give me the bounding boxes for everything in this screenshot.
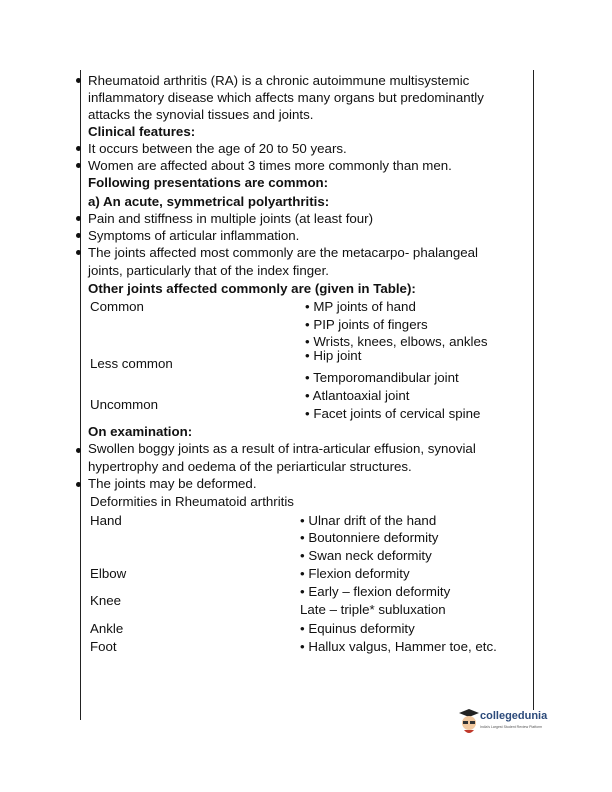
bullet-pain [76,216,81,221]
collegedunia-logo [458,708,558,738]
intro-line-1: Rheumatoid arthritis (RA) is a chronic autoimmune multisystemic [88,73,470,88]
bullet-onset [76,146,81,151]
logo-tagline: India's Largest Student Review Platform [480,725,543,729]
less-common-item: • Atlantoaxial joint [305,388,410,403]
ankle-label: Ankle [90,621,124,636]
hand-item: • Ulnar drift of the hand [300,513,437,528]
elbow-label: Elbow [90,566,127,581]
common-label: Common [90,299,144,314]
bullet-joints [76,250,81,255]
onset-text: It occurs between the age of 20 to 50 years. [88,141,347,156]
joints-line-1: The joints affected most commonly are the metacarpo- phalangeal [88,245,479,260]
intro-line-3: attacks the synovial tissues and joints. [88,107,314,122]
hand-label: Hand [90,513,122,528]
hand-item: • Swan neck deformity [300,548,432,563]
foot-item: • Hallux valgus, Hammer toe, etc. [300,639,497,654]
right-margin-line [533,70,534,710]
bullet-women [76,163,81,168]
common-item: • MP joints of hand [305,299,416,314]
swollen-line-2: hypertrophy and oedema of the periarticular structures. [88,459,412,474]
acute-heading: a) An acute, symmetrical polyarthritis: [88,194,330,209]
less-common-label: Less common [90,356,173,371]
clinical-features-heading: Clinical features: [88,124,196,139]
foot-label: Foot [90,639,117,654]
bullet-swollen [76,448,81,453]
hand-item: • Boutonniere deformity [300,530,439,545]
graduate-mascot-icon [458,708,480,736]
bullet-deformed [76,482,81,487]
swollen-line-1: Swollen boggy joints as a result of intra-articular effusion, synovial [88,441,476,456]
deformed-text: The joints may be deformed. [88,476,257,491]
deformities-title: Deformities in Rheumatoid arthritis [90,494,294,509]
symptoms-text: Symptoms of articular inflammation. [88,228,300,243]
left-margin-line [80,70,81,720]
bullet-symptoms [76,233,81,238]
common-item: • Hip joint [305,348,362,363]
common-item: • Wrists, knees, elbows, ankles [305,334,488,349]
presentations-heading: Following presentations are common: [88,175,329,190]
ankle-item: • Equinus deformity [300,621,415,636]
knee-item: • Early – flexion deformity [300,584,451,599]
pain-text: Pain and stiffness in multiple joints (at least four) [88,211,374,226]
joints-line-2: joints, particularly that of the index finger. [88,263,329,278]
women-text: Women are affected about 3 times more commonly than men. [88,158,452,173]
other-joints-heading: Other joints affected commonly are (given in Table): [88,281,416,296]
knee-item: Late – triple* subluxation [300,602,446,617]
less-common-item: • Temporomandibular joint [305,370,459,385]
uncommon-label: Uncommon [90,397,158,412]
bullet-intro [76,78,81,83]
elbow-item: • Flexion deformity [300,566,410,581]
intro-line-2: inflammatory disease which affects many organs but predominantly [88,90,484,105]
knee-label: Knee [90,593,122,608]
common-item: • PIP joints of fingers [305,317,428,332]
uncommon-item: • Facet joints of cervical spine [305,406,481,421]
examination-heading: On examination: [88,424,193,439]
logo-brand: collegedunia [480,710,548,722]
